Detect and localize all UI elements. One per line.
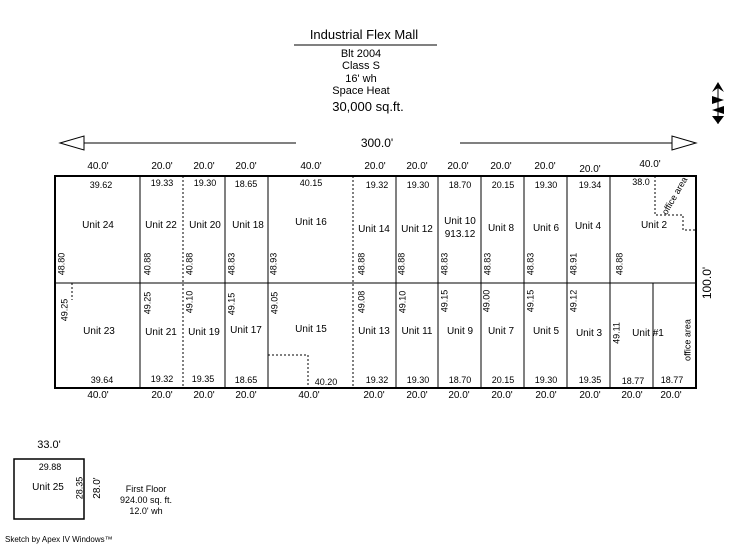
bottom-unit-label-6: Unit 13 [358, 326, 390, 337]
building-class: Class S [342, 60, 380, 72]
inner-top-width-5: 40.15 [299, 178, 323, 188]
top-unit-depth-4: 48.83 [226, 252, 237, 276]
top-unit-label-10: Unit 8 [487, 223, 515, 234]
top-unit-depth-1: 48.80 [56, 252, 67, 276]
bottom-unit-depth-7: 49.10 [397, 290, 408, 314]
bottom-exterior-length-4: 20.0' [235, 390, 257, 401]
inner-top-width-8: 18.70 [448, 180, 472, 190]
inner-bottom-width-6: 19.32 [365, 375, 389, 385]
top-unit-label-8: Unit 10 [444, 216, 476, 227]
top-unit-label-3: Unit 20 [189, 220, 221, 231]
bottom-unit-label-12: Unit #1 [632, 328, 664, 339]
top-exterior-length-9: 20.0' [490, 161, 512, 172]
bottom-unit-label-4: Unit 17 [230, 325, 262, 336]
inner-bottom-width-7: 19.30 [406, 375, 430, 385]
inner-bottom-width-4: 18.65 [234, 375, 258, 385]
bottom-unit-label-3: Unit 19 [188, 327, 220, 338]
partition-walls [140, 176, 653, 388]
bottom-unit-label-1: Unit 23 [83, 326, 115, 337]
bottom-unit-label-8: Unit 9 [446, 326, 474, 337]
unit-25-label: Unit 25 [32, 482, 64, 493]
bottom-exterior-length-10: 20.0' [535, 390, 557, 401]
inner-bottom-width-2: 19.32 [150, 374, 174, 384]
bottom-exterior-length-3: 20.0' [193, 390, 215, 401]
first-floor-label: First Floor [125, 484, 167, 494]
top-unit-depth-3: 40.88 [184, 252, 195, 276]
inner-top-width-6: 19.32 [365, 180, 389, 190]
total-area: 30,000 sq.ft. [332, 99, 404, 114]
overall-depth-label: 100.0' [700, 266, 714, 300]
top-unit-label-13: Unit 2 [640, 220, 668, 231]
office-area-label-bottom: office area [682, 319, 693, 361]
bottom-unit-depth-3: 49.10 [184, 290, 195, 314]
first-floor-outer-width: 33.0' [37, 439, 61, 451]
inner-top-width-2: 19.33 [150, 178, 174, 188]
bottom-unit-depth-1: 49.25 [59, 298, 70, 322]
sketch-credit: Sketch by Apex IV Windows™ [5, 535, 113, 544]
bottom-exterior-length-8: 20.0' [448, 390, 470, 401]
top-unit-label-11: Unit 6 [532, 223, 560, 234]
top-exterior-length-10: 20.0' [534, 161, 556, 172]
top-unit-depth-11: 48.91 [568, 252, 579, 276]
bottom-unit-label-5: Unit 15 [295, 324, 327, 335]
top-unit-label-12: Unit 4 [574, 221, 602, 232]
top-exterior-length-4: 20.0' [235, 161, 257, 172]
top-unit-depth-12: 48.88 [614, 252, 625, 276]
overall-width-label: 300.0' [360, 136, 394, 150]
inner-bottom-width-5: 40.20 [314, 377, 338, 387]
bottom-exterior-length-12: 20.0' [621, 390, 643, 401]
inner-bottom-width-3: 19.35 [191, 374, 215, 384]
top-exterior-length-6: 20.0' [364, 161, 386, 172]
heat-type: Space Heat [332, 85, 390, 97]
first-floor-inner-depth: 28.35 [74, 476, 85, 500]
inner-top-width-10: 19.30 [534, 180, 558, 190]
inner-top-width-7: 19.30 [406, 180, 430, 190]
bottom-unit-depth-11: 49.12 [568, 289, 579, 313]
bottom-unit-label-11: Unit 3 [575, 328, 603, 339]
office-area-outlines [55, 176, 696, 388]
bottom-unit-depth-4: 49.15 [226, 292, 237, 316]
first-floor-area: 924.00 sq. ft. [119, 495, 173, 505]
bottom-unit-depth-8: 49.15 [439, 289, 450, 313]
bottom-unit-depth-5: 49.05 [269, 291, 280, 315]
bottom-exterior-length-13: 20.0' [660, 390, 682, 401]
inner-top-width-11: 19.34 [578, 180, 602, 190]
inner-bottom-width-12: 18.77 [621, 376, 645, 386]
top-unit-depth-9: 48.83 [482, 252, 493, 276]
top-unit-depth-7: 48.88 [396, 252, 407, 276]
top-exterior-length-7: 20.0' [406, 161, 428, 172]
bottom-unit-depth-2: 49.25 [142, 291, 153, 315]
first-floor-height: 12.0' wh [129, 506, 163, 516]
top-unit-label-4: Unit 18 [232, 220, 264, 231]
bottom-exterior-length-9: 20.0' [491, 390, 513, 401]
top-exterior-length-3: 20.0' [193, 161, 215, 172]
bottom-exterior-length-1: 40.0' [87, 390, 109, 401]
top-exterior-length-12: 40.0' [639, 159, 661, 170]
top-unit-label-6: Unit 14 [358, 224, 390, 235]
north-arrow-icon [712, 82, 724, 124]
first-floor-inner-width: 29.88 [38, 462, 62, 472]
built-year: Blt 2004 [340, 48, 382, 60]
top-exterior-length-11: 20.0' [579, 164, 601, 175]
top-unit-depth-2: 40.88 [142, 252, 153, 276]
top-unit-depth-5: 48.93 [268, 252, 279, 276]
bottom-unit-label-7: Unit 11 [401, 326, 433, 337]
bottom-exterior-length-7: 20.0' [406, 390, 428, 401]
bottom-unit-depth-12: 49.11 [611, 322, 622, 344]
top-exterior-length-5: 40.0' [300, 161, 322, 172]
bottom-unit-label-10: Unit 5 [532, 326, 560, 337]
inner-top-width-1: 39.62 [89, 180, 113, 190]
bottom-unit-depth-6: 49.08 [356, 290, 367, 314]
top-unit-label-7: Unit 12 [401, 224, 433, 235]
inner-bottom-width-8: 18.70 [448, 375, 472, 385]
bottom-unit-label-9: Unit 7 [487, 326, 515, 337]
top-unit-label-2: Unit 22 [145, 220, 177, 231]
office-area-label-top: office area [659, 175, 690, 217]
inner-bottom-width-13: 18.77 [660, 375, 684, 385]
first-floor-outer-depth: 28.0' [92, 477, 103, 499]
top-unit-depth-10: 48.83 [525, 252, 536, 276]
inner-top-width-3: 19.30 [193, 178, 217, 188]
bottom-exterior-length-11: 20.0' [579, 390, 601, 401]
inner-top-width-4: 18.65 [234, 179, 258, 189]
building-outline [55, 176, 696, 388]
inner-bottom-width-10: 19.30 [534, 375, 558, 385]
top-exterior-length-8: 20.0' [447, 161, 469, 172]
top-unit-depth-6: 48.88 [356, 252, 367, 276]
top-unit-depth-8: 48.83 [439, 252, 450, 276]
bottom-unit-label-2: Unit 21 [145, 327, 177, 338]
bottom-unit-depth-9: 49.00 [481, 289, 492, 313]
bottom-exterior-length-5: 40.0' [298, 390, 320, 401]
inner-top-width-12: 38.0 [632, 177, 650, 187]
bottom-exterior-length-6: 20.0' [363, 390, 385, 401]
sketch-title: Industrial Flex Mall [309, 27, 419, 42]
top-unit-label-9: 913.12 [444, 229, 476, 240]
bottom-exterior-length-2: 20.0' [151, 390, 173, 401]
inner-top-width-9: 20.15 [491, 180, 515, 190]
top-exterior-length-1: 40.0' [87, 161, 109, 172]
wall-height: 16' wh [345, 73, 377, 85]
inner-bottom-width-1: 39.64 [90, 375, 114, 385]
inner-bottom-width-11: 19.35 [578, 375, 602, 385]
top-exterior-length-2: 20.0' [151, 161, 173, 172]
inner-bottom-width-9: 20.15 [491, 375, 515, 385]
bottom-unit-depth-10: 49.15 [525, 289, 536, 313]
top-unit-label-1: Unit 24 [82, 220, 114, 231]
top-unit-label-5: Unit 16 [295, 217, 327, 228]
